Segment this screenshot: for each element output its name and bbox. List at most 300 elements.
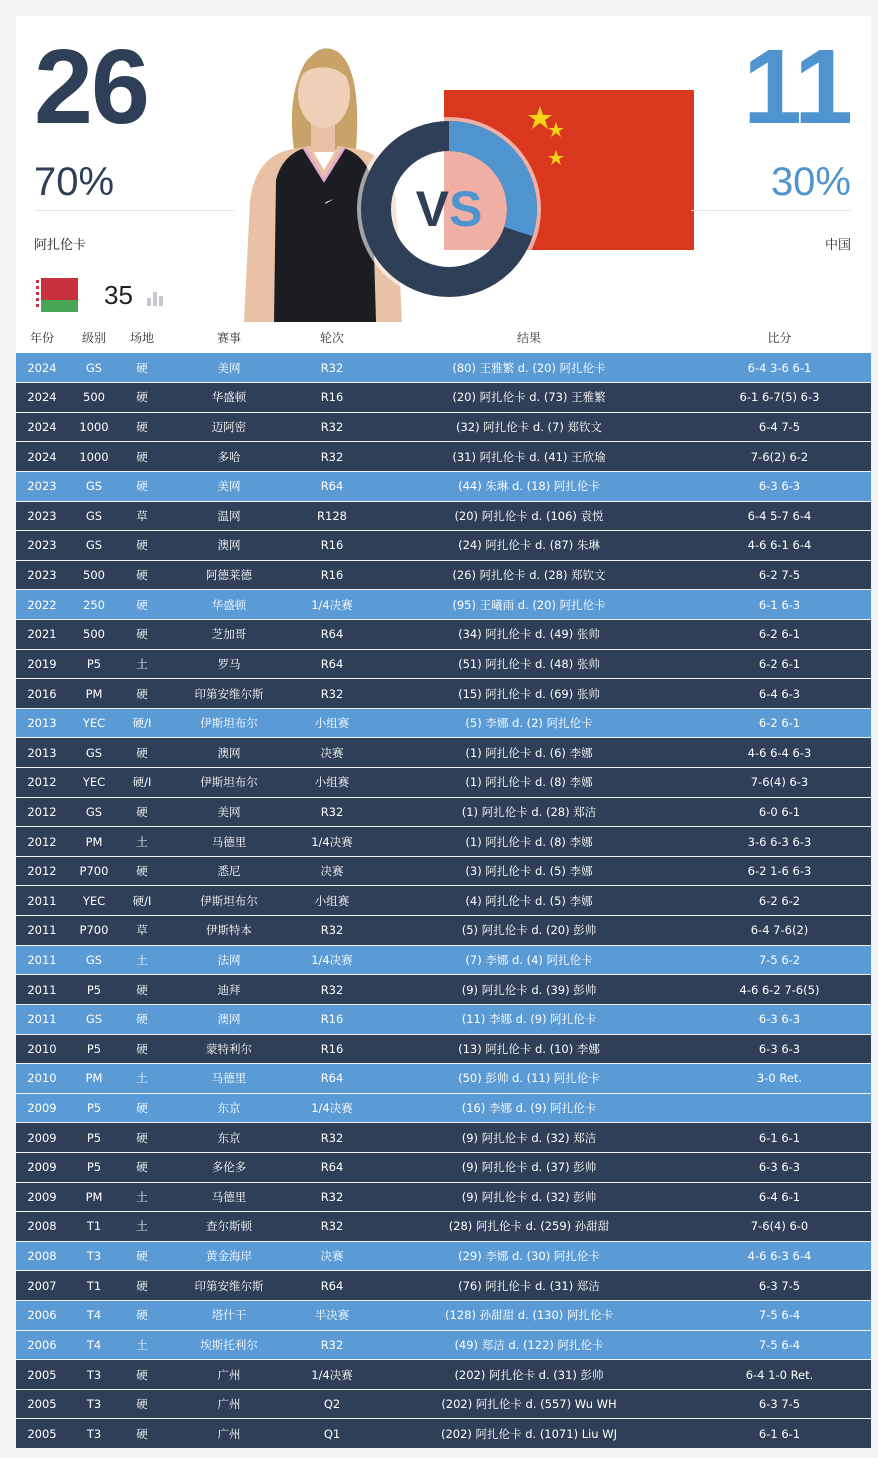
cell-event: 美网 [164,471,294,501]
cell-surface: 硬 [120,975,164,1005]
cell-year: 2023 [16,501,68,531]
cell-event: 广州 [164,1389,294,1419]
cell-result: (26) 阿扎伦卡 d. (28) 郑钦文 [370,560,688,590]
table-row[interactable] [16,619,871,649]
cell-score [688,1093,871,1123]
cell-level: GS [68,501,120,531]
cell-round: R64 [294,649,370,679]
cell-event: 东京 [164,1093,294,1123]
cell-score: 7-5 6-2 [688,945,871,975]
cell-event: 澳网 [164,1004,294,1034]
cell-surface: 硬 [120,531,164,561]
cell-score: 6-4 7-6(2) [688,916,871,946]
column-header-level[interactable]: 级别 [81,331,106,345]
cell-score: 6-3 6-3 [688,1034,871,1064]
cell-year: 2006 [16,1330,68,1360]
cell-score: 6-3 7-5 [688,1271,871,1301]
cell-surface: 硬 [120,797,164,827]
column-header-result[interactable]: 结果 [516,331,541,345]
cell-year: 2024 [16,353,68,383]
cell-year: 2007 [16,1271,68,1301]
cell-event: 华盛顿 [164,590,294,620]
table-row[interactable] [16,442,871,472]
cell-score: 6-4 3-6 6-1 [688,353,871,383]
table-row[interactable] [16,856,871,886]
cell-surface: 硬 [120,1123,164,1153]
cell-year: 2010 [16,1034,68,1064]
table-row[interactable] [16,1330,871,1360]
cell-surface: 硬 [120,1419,164,1449]
table-row[interactable] [16,679,871,709]
cell-level: YEC [68,768,120,798]
cell-score: 6-1 6-7(5) 6-3 [688,383,871,413]
cell-level: P5 [68,1034,120,1064]
cell-event: 马德里 [164,827,294,857]
table-row[interactable] [16,916,871,946]
cell-result: (1) 阿扎伦卡 d. (6) 李娜 [370,738,688,768]
cell-level: T1 [68,1212,120,1242]
cell-score: 7-5 6-4 [688,1301,871,1331]
column-header-event[interactable]: 赛事 [216,331,241,345]
cell-score: 6-4 7-5 [688,412,871,442]
cell-surface: 土 [120,945,164,975]
cell-surface: 硬 [120,738,164,768]
cell-score: 6-3 6-3 [688,471,871,501]
cell-score: 3-0 Ret. [688,1064,871,1094]
cell-event: 澳网 [164,531,294,561]
left-divider [34,210,234,211]
cell-score: 6-2 6-1 [688,619,871,649]
cell-round: R64 [294,1152,370,1182]
cell-event: 多哈 [164,442,294,472]
cell-level: T3 [68,1419,120,1449]
cell-round: R32 [294,797,370,827]
cell-score: 4-6 6-3 6-4 [688,1241,871,1271]
cell-level: GS [68,797,120,827]
cell-year: 2006 [16,1301,68,1331]
column-header-year[interactable]: 年份 [29,331,54,345]
cell-result: (76) 阿扎伦卡 d. (31) 郑洁 [370,1271,688,1301]
cell-event: 迈阿密 [164,412,294,442]
cell-score: 4-6 6-2 7-6(5) [688,975,871,1005]
cell-result: (9) 阿扎伦卡 d. (32) 郑洁 [370,1123,688,1153]
cell-event: 美网 [164,797,294,827]
cell-round: R32 [294,679,370,709]
cell-round: R32 [294,353,370,383]
matches-table [16,322,871,1449]
cell-year: 2019 [16,649,68,679]
cell-result: (32) 阿扎伦卡 d. (7) 郑钦文 [370,412,688,442]
cell-round: R32 [294,916,370,946]
cell-result: (13) 阿扎伦卡 d. (10) 李娜 [370,1034,688,1064]
cell-year: 2009 [16,1152,68,1182]
cell-surface: 硬 [120,679,164,709]
cell-result: (95) 王曦雨 d. (20) 阿扎伦卡 [370,590,688,620]
cell-surface: 硬 [120,1301,164,1331]
cell-result: (51) 阿扎伦卡 d. (48) 张帅 [370,649,688,679]
table-row[interactable] [16,886,871,916]
right-divider [691,210,851,211]
cell-year: 2022 [16,590,68,620]
cell-level: T4 [68,1301,120,1331]
cell-result: (202) 阿扎伦卡 d. (31) 彭帅 [370,1360,688,1390]
cell-level: T3 [68,1389,120,1419]
cell-surface: 硬 [120,442,164,472]
cell-result: (1) 阿扎伦卡 d. (28) 郑洁 [370,797,688,827]
cell-surface: 硬 [120,1271,164,1301]
cell-year: 2009 [16,1182,68,1212]
cell-round: 1/4决赛 [294,827,370,857]
cell-result: (29) 李娜 d. (30) 阿扎伦卡 [370,1241,688,1271]
cell-round: Q2 [294,1389,370,1419]
cell-result: (9) 阿扎伦卡 d. (37) 彭帅 [370,1152,688,1182]
cell-event: 广州 [164,1419,294,1449]
cell-result: (80) 王雅繁 d. (20) 阿扎伦卡 [370,353,688,383]
cell-result: (16) 李娜 d. (9) 阿扎伦卡 [370,1093,688,1123]
cell-level: 1000 [68,412,120,442]
cell-round: 1/4决赛 [294,590,370,620]
cell-event: 黄金海岸 [164,1241,294,1271]
cell-year: 2005 [16,1419,68,1449]
column-header-surface[interactable]: 场地 [129,331,154,345]
cell-year: 2012 [16,768,68,798]
cell-round: R128 [294,501,370,531]
cell-result: (7) 李娜 d. (4) 阿扎伦卡 [370,945,688,975]
cell-round: R32 [294,975,370,1005]
cell-result: (5) 阿扎伦卡 d. (20) 彭帅 [370,916,688,946]
cell-surface: 硬/I [120,886,164,916]
cell-round: 小组赛 [294,886,370,916]
cell-level: GS [68,1004,120,1034]
cell-year: 2011 [16,1004,68,1034]
cell-score: 7-6(4) 6-3 [688,768,871,798]
cell-event: 塔什干 [164,1301,294,1331]
cell-result: (11) 李娜 d. (9) 阿扎伦卡 [370,1004,688,1034]
belarus-flag-icon [34,278,78,312]
cell-event: 广州 [164,1360,294,1390]
table-row[interactable] [16,1064,871,1094]
cell-score: 6-2 7-5 [688,560,871,590]
cell-level: T3 [68,1360,120,1390]
cell-surface: 硬/I [120,708,164,738]
cell-score: 6-2 1-6 6-3 [688,856,871,886]
cell-event: 伊斯坦布尔 [164,886,294,916]
cell-round: 小组赛 [294,768,370,798]
cell-event: 东京 [164,1123,294,1153]
cell-score: 7-5 6-4 [688,1330,871,1360]
cell-event: 澳网 [164,738,294,768]
cell-surface: 硬 [120,560,164,590]
table-row[interactable] [16,383,871,413]
cell-round: R16 [294,1034,370,1064]
cell-level: GS [68,531,120,561]
table-row[interactable] [16,975,871,1005]
left-wins-count: 26 [34,28,148,146]
cell-event: 阿德莱德 [164,560,294,590]
cell-score: 7-6(4) 6-0 [688,1212,871,1242]
cell-result: (49) 郑洁 d. (122) 阿扎伦卡 [370,1330,688,1360]
cell-event: 伊斯坦布尔 [164,768,294,798]
cell-round: R64 [294,1064,370,1094]
cell-surface: 硬/I [120,768,164,798]
cell-surface: 硬 [120,590,164,620]
cell-surface: 土 [120,1212,164,1242]
table-row[interactable] [16,353,871,383]
cell-event: 温网 [164,501,294,531]
cell-round: R64 [294,471,370,501]
cell-surface: 硬 [120,383,164,413]
cell-surface: 硬 [120,471,164,501]
cell-round: R32 [294,1123,370,1153]
bar-chart-icon[interactable] [146,288,164,306]
cell-surface: 硬 [120,1389,164,1419]
cell-result: (3) 阿扎伦卡 d. (5) 李娜 [370,856,688,886]
cell-surface: 土 [120,649,164,679]
cell-score: 6-2 6-1 [688,708,871,738]
cell-event: 多伦多 [164,1152,294,1182]
cell-event: 伊斯特本 [164,916,294,946]
cell-result: (50) 彭帅 d. (11) 阿扎伦卡 [370,1064,688,1094]
cell-level: PM [68,827,120,857]
table-row[interactable] [16,1389,871,1419]
cell-result: (5) 李娜 d. (2) 阿扎伦卡 [370,708,688,738]
cell-level: T1 [68,1271,120,1301]
cell-surface: 硬 [120,619,164,649]
cell-score: 6-2 6-2 [688,886,871,916]
cell-round: R64 [294,1271,370,1301]
cell-year: 2023 [16,560,68,590]
table-row[interactable] [16,768,871,798]
cell-level: P700 [68,916,120,946]
cell-score: 7-6(2) 6-2 [688,442,871,472]
cell-surface: 硬 [120,412,164,442]
cell-round: R32 [294,442,370,472]
cell-result: (9) 阿扎伦卡 d. (39) 彭帅 [370,975,688,1005]
cell-round: R32 [294,1182,370,1212]
cell-result: (24) 阿扎伦卡 d. (87) 朱琳 [370,531,688,561]
cell-year: 2011 [16,975,68,1005]
cell-year: 2012 [16,797,68,827]
cell-surface: 硬 [120,1152,164,1182]
table-row[interactable] [16,1004,871,1034]
column-header-score[interactable]: 比分 [767,331,792,345]
table-row[interactable] [16,501,871,531]
table-header-row [16,322,871,353]
cell-result: (31) 阿扎伦卡 d. (41) 王欣瑜 [370,442,688,472]
cell-event: 悉尼 [164,856,294,886]
cell-score: 6-4 6-1 [688,1182,871,1212]
right-player-name[interactable]: 中国 [824,238,851,253]
cell-level: GS [68,353,120,383]
cell-score: 6-4 5-7 6-4 [688,501,871,531]
column-header-round[interactable]: 轮次 [319,331,344,345]
cell-year: 2005 [16,1389,68,1419]
cell-score: 6-1 6-3 [688,590,871,620]
cell-score: 6-0 6-1 [688,797,871,827]
cell-round: R32 [294,1212,370,1242]
table-row[interactable] [16,1301,871,1331]
table-row[interactable] [16,531,871,561]
cell-round: R16 [294,531,370,561]
cell-level: P5 [68,649,120,679]
table-row[interactable] [16,1093,871,1123]
cell-score: 3-6 6-3 6-3 [688,827,871,857]
cell-event: 罗马 [164,649,294,679]
cell-year: 2011 [16,945,68,975]
table-row[interactable] [16,1152,871,1182]
cell-year: 2005 [16,1360,68,1390]
cell-score: 6-4 1-0 Ret. [688,1360,871,1390]
cell-surface: 硬 [120,1093,164,1123]
cell-surface: 土 [120,1064,164,1094]
cell-surface: 硬 [120,1034,164,1064]
cell-round: 决赛 [294,856,370,886]
cell-year: 2012 [16,856,68,886]
cell-score: 4-6 6-1 6-4 [688,531,871,561]
cell-level: GS [68,738,120,768]
cell-result: (15) 阿扎伦卡 d. (69) 张帅 [370,679,688,709]
cell-result: (34) 阿扎伦卡 d. (49) 张帅 [370,619,688,649]
cell-result: (128) 孙甜甜 d. (130) 阿扎伦卡 [370,1301,688,1331]
cell-year: 2011 [16,886,68,916]
cell-level: PM [68,1182,120,1212]
cell-score: 4-6 6-4 6-3 [688,738,871,768]
cell-year: 2023 [16,531,68,561]
table-row[interactable] [16,738,871,768]
cell-surface: 硬 [120,1004,164,1034]
cell-level: P5 [68,975,120,1005]
cell-level: P700 [68,856,120,886]
cell-round: R16 [294,560,370,590]
table-row[interactable] [16,827,871,857]
cell-level: YEC [68,886,120,916]
cell-surface: 硬 [120,353,164,383]
table-row[interactable] [16,1271,871,1301]
cell-result: (4) 阿扎伦卡 d. (5) 李娜 [370,886,688,916]
cell-event: 蒙特利尔 [164,1034,294,1064]
cell-round: 小组赛 [294,708,370,738]
table-row[interactable] [16,1360,871,1390]
cell-level: 500 [68,383,120,413]
table-row[interactable] [16,560,871,590]
cell-level: YEC [68,708,120,738]
cell-year: 2009 [16,1123,68,1153]
table-row[interactable] [16,412,871,442]
cell-round: 半决赛 [294,1301,370,1331]
cell-round: R32 [294,412,370,442]
table-row[interactable] [16,471,871,501]
win-ratio-donut [356,116,542,302]
cell-level: 500 [68,560,120,590]
cell-result: (44) 朱琳 d. (18) 阿扎伦卡 [370,471,688,501]
cell-level: 250 [68,590,120,620]
cell-round: 1/4决赛 [294,945,370,975]
cell-year: 2008 [16,1212,68,1242]
cell-event: 芝加哥 [164,619,294,649]
cell-year: 2021 [16,619,68,649]
cell-year: 2011 [16,916,68,946]
cell-year: 2008 [16,1241,68,1271]
cell-surface: 草 [120,501,164,531]
cell-year: 2023 [16,471,68,501]
cell-year: 2024 [16,412,68,442]
cell-year: 2024 [16,442,68,472]
cell-result: (9) 阿扎伦卡 d. (32) 彭帅 [370,1182,688,1212]
cell-event: 印第安维尔斯 [164,679,294,709]
cell-level: P5 [68,1093,120,1123]
cell-level: GS [68,945,120,975]
cell-event: 埃斯托利尔 [164,1330,294,1360]
table-row[interactable] [16,590,871,620]
cell-event: 马德里 [164,1182,294,1212]
cell-result: (1) 阿扎伦卡 d. (8) 李娜 [370,768,688,798]
cell-level: T3 [68,1241,120,1271]
cell-event: 迪拜 [164,975,294,1005]
cell-surface: 草 [120,916,164,946]
cell-year: 2016 [16,679,68,709]
cell-round: Q1 [294,1419,370,1449]
left-player-name[interactable]: 阿扎伦卡 [34,238,87,253]
cell-result: (1) 阿扎伦卡 d. (8) 李娜 [370,827,688,857]
cell-score: 6-3 6-3 [688,1004,871,1034]
cell-score: 6-2 6-1 [688,649,871,679]
cell-event: 查尔斯顿 [164,1212,294,1242]
cell-score: 6-4 6-3 [688,679,871,709]
cell-surface: 土 [120,827,164,857]
cell-year: 2013 [16,708,68,738]
cell-surface: 硬 [120,856,164,886]
cell-round: 决赛 [294,1241,370,1271]
cell-surface: 硬 [120,1360,164,1390]
table-row[interactable] [16,1123,871,1153]
head-to-head-header [16,16,871,322]
cell-event: 美网 [164,353,294,383]
cell-surface: 土 [120,1182,164,1212]
cell-round: 1/4决赛 [294,1093,370,1123]
cell-round: R16 [294,1004,370,1034]
cell-score: 6-3 6-3 [688,1152,871,1182]
cell-surface: 硬 [120,1241,164,1271]
cell-result: (202) 阿扎伦卡 d. (1071) Liu WJ [370,1419,688,1449]
cell-event: 伊斯坦布尔 [164,708,294,738]
vs-label: VS [415,181,483,237]
right-wins-count: 11 [742,28,851,146]
left-player-rank: 35 [104,280,133,310]
cell-year: 2012 [16,827,68,857]
cell-score: 6-1 6-1 [688,1123,871,1153]
cell-level: PM [68,679,120,709]
table-row[interactable] [16,1212,871,1242]
cell-score: 6-3 7-5 [688,1389,871,1419]
table-row[interactable] [16,797,871,827]
cell-event: 华盛顿 [164,383,294,413]
cell-level: P5 [68,1123,120,1153]
table-row[interactable] [16,1419,871,1449]
table-row[interactable] [16,1034,871,1064]
table-row[interactable] [16,1241,871,1271]
table-row[interactable] [16,649,871,679]
cell-year: 2009 [16,1093,68,1123]
cell-event: 法网 [164,945,294,975]
table-row[interactable] [16,708,871,738]
table-row[interactable] [16,1182,871,1212]
cell-level: GS [68,471,120,501]
cell-round: R64 [294,619,370,649]
cell-event: 马德里 [164,1064,294,1094]
cell-score: 6-1 6-1 [688,1419,871,1449]
table-row[interactable] [16,945,871,975]
cell-year: 2013 [16,738,68,768]
